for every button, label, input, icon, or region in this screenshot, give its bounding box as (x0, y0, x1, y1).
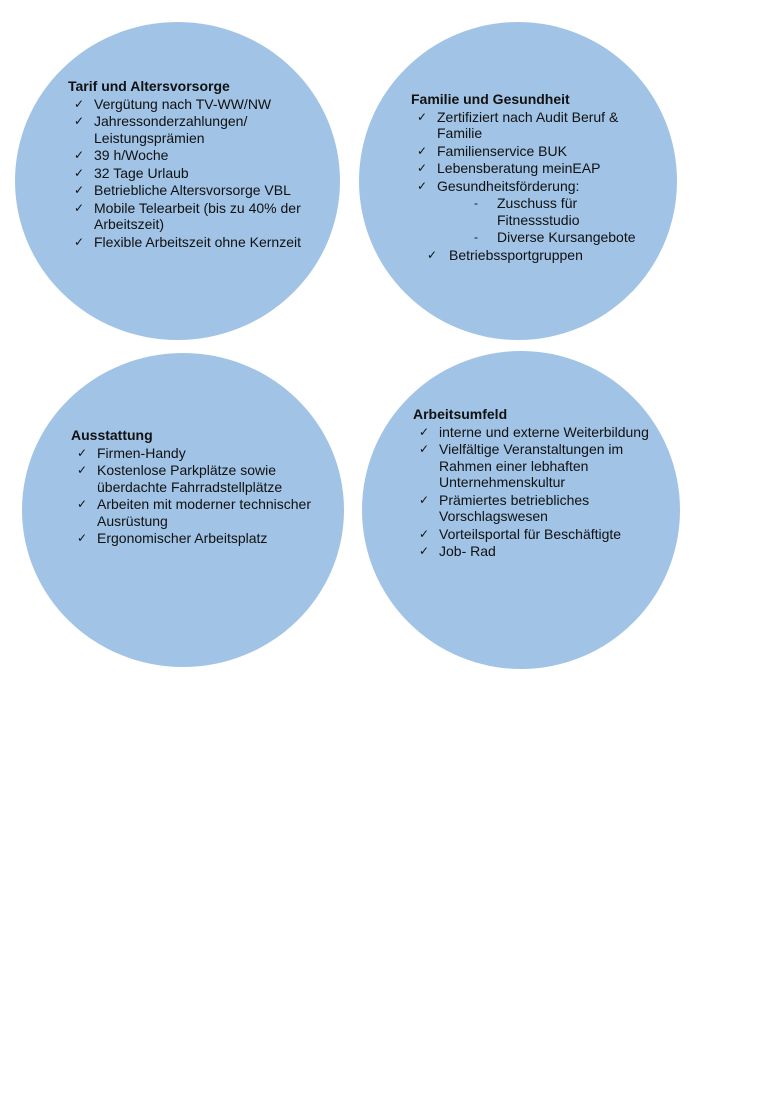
list-item: ✓ Vorteilsportal für Beschäftigte (419, 525, 622, 542)
list-item: ✓ Vergütung nach TV-WW/NW (74, 95, 272, 112)
check-icon: ✓ (77, 497, 88, 511)
list-item: ✓ Job- Rad (419, 543, 496, 559)
familie-title: Familie und Gesundheit (411, 91, 570, 107)
tarif-section (68, 78, 308, 251)
check-icon: ✓ (77, 445, 88, 460)
ausstattung-list (71, 445, 321, 547)
sub-list-item: - Zuschuss für Fitnessstudio (474, 195, 580, 228)
list-item: ✓ Gesundheitsförderung: (417, 177, 580, 194)
list-item: ✓ 32 Tage Urlaub (74, 164, 189, 181)
check-icon: ✓ (417, 109, 428, 124)
familie-list (411, 109, 651, 264)
arbeitsumfeld-list (413, 424, 653, 560)
list-item: ✓ Firmen-Handy (77, 444, 186, 461)
check-icon: ✓ (417, 178, 428, 193)
tarif-list (68, 96, 308, 251)
check-icon: ✓ (74, 183, 85, 197)
list-item: ✓ Flexible Arbeitszeit ohne Kernzeit (74, 233, 301, 250)
check-icon: ✓ (427, 247, 438, 262)
check-icon: ✓ (417, 143, 428, 158)
arbeitsumfeld-title: Arbeitsumfeld (413, 406, 508, 422)
check-icon: ✓ (77, 531, 88, 545)
check-icon: ✓ (77, 463, 88, 477)
check-icon: ✓ (74, 234, 85, 249)
arbeitsumfeld-section (413, 406, 653, 561)
list-item: ✓ Vielfältige Veranstaltungen im Rahmen einer lebhaften Unternehmenskultur (419, 441, 624, 490)
check-icon: ✓ (74, 200, 85, 215)
list-item: ✓ interne und externe Weiterbildung (419, 423, 649, 440)
familie-section (411, 91, 651, 264)
ausstattung-section (71, 427, 321, 548)
ausstattung-title: Ausstattung (71, 427, 153, 443)
dash-icon: - (474, 230, 478, 244)
list-item: ✓ Arbeiten mit moderner technischer Ausrüstung (77, 496, 311, 529)
list-item: ✓ Kostenlose Parkplätze sowie überdachte Fahrradstellplätze (77, 462, 283, 495)
check-icon: ✓ (74, 165, 85, 180)
dash-icon: - (474, 196, 478, 210)
list-item: ✓ 39 h/Woche (74, 147, 169, 163)
tarif-title: Tarif und Altersvorsorge (68, 78, 230, 94)
check-icon: ✓ (74, 96, 85, 111)
check-icon: ✓ (419, 424, 430, 439)
check-icon: ✓ (419, 442, 430, 456)
list-item: ✓ Familienservice BUK (417, 142, 567, 159)
list-item: ✓ Zertifiziert nach Audit Beruf & Familie (417, 108, 619, 141)
list-item: ✓ Mobile Telearbeit (bis zu 40% der Arbeitszeit) (74, 199, 301, 232)
check-icon: ✓ (419, 526, 430, 541)
sub-list-item: - Diverse Kursangebote (474, 229, 636, 245)
check-icon: ✓ (419, 492, 430, 507)
list-item: ✓ Betriebssportgruppen (427, 246, 583, 263)
list-item: ✓ Prämiertes betriebliches Vorschlagswesen (419, 491, 590, 524)
list-item: ✓ Lebensberatung meinEAP (417, 160, 601, 176)
list-item: ✓ Jahressonderzahlungen/ Leistungsprämien (74, 113, 248, 146)
check-icon: ✓ (417, 161, 428, 175)
list-item: ✓ Betriebliche Altersvorsorge VBL (74, 182, 291, 198)
check-icon: ✓ (419, 544, 430, 558)
list-item: ✓ Ergonomischer Arbeitsplatz (77, 530, 268, 546)
check-icon: ✓ (74, 114, 85, 128)
check-icon: ✓ (74, 148, 85, 162)
